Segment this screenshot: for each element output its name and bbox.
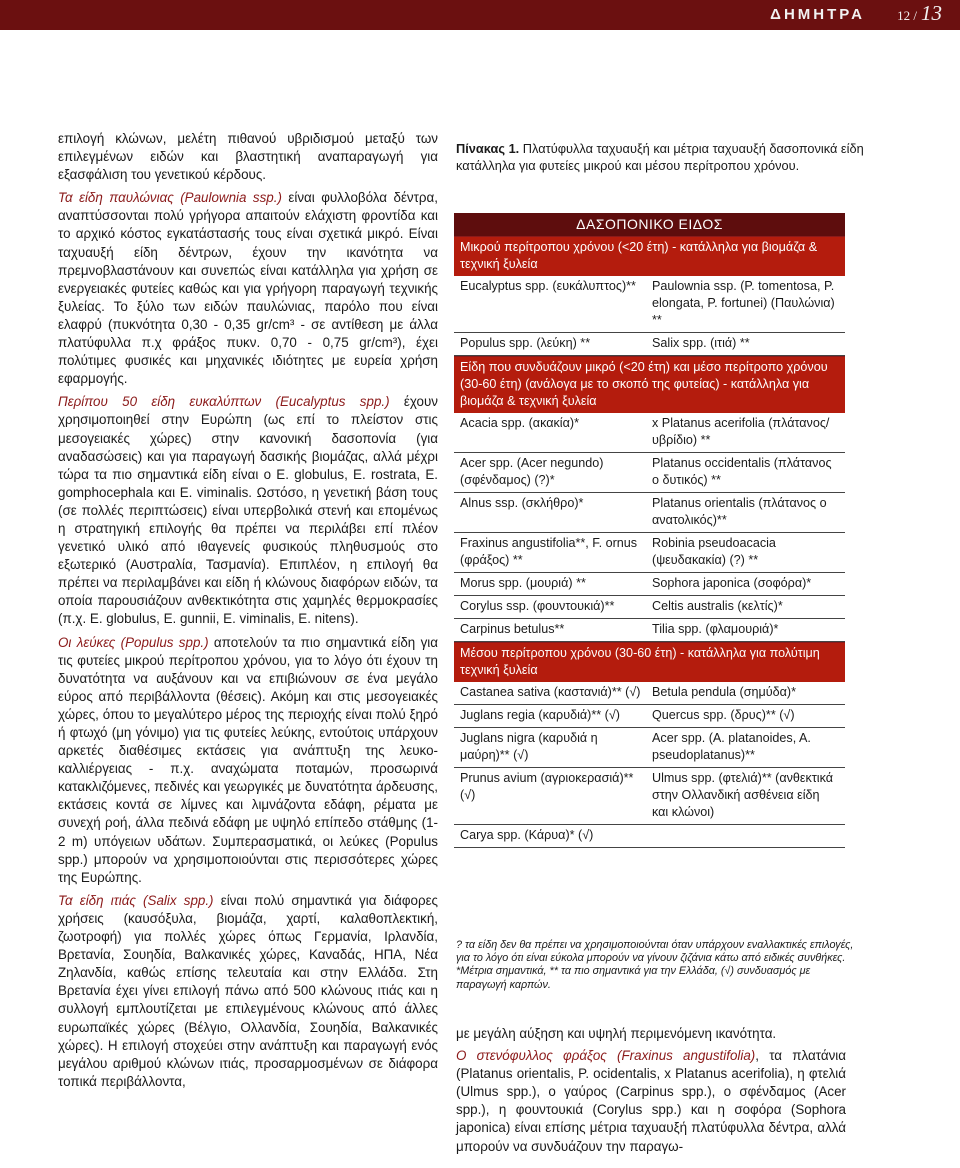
paragraph-heading: Τα είδη παυλώνιας (Paulownia ssp.) [58,190,282,206]
page-number: 12 / 13 [897,1,942,25]
table-section-heading: Μικρού περίτροπου χρόνου (<20 έτη) - κατάλληλα για βιομάζα & τεχνική ξυλεία [454,236,845,276]
table-cell: Sophora japonica (σοφόρα)* [652,576,812,590]
table-section-rows [454,682,845,848]
table-cell: Celtis australis (κελτίς)* [652,599,783,613]
table-cell: Tilia spp. (φλαμουριά)* [652,622,779,636]
table-row [454,705,845,728]
table-row [454,276,845,333]
table-cell: Platanus orientalis (πλάτανος ο ανατολικός)** [652,496,827,527]
table-row [454,728,845,768]
table-header: ΔΑΣΟΠΟΝΙΚΟ ΕΙΔΟΣ [454,213,845,236]
paragraph: Οι λεύκες (Populus spp.) αποτελούν τα πιο σημαντικά είδη για τις φυτείες μικρού περίτροπου χρόνου, για το λόγο ότι έχουν τη δυνατότητα να αυξάνουν και να επιβιώνουν σε ένα μεγάλο εύρος από περιβάλλοντα (θέσεις). Ακόμη και στις μεσογειακές χώρες, όπου το μεγαλύτερο μέρος της περιοχής είναι πολύ ξηρό ή φτωχό (μη γόνιμο) για τις φυτείες λεύκης, εντούτοις υπάρχουν αρκετές διαθέσιμες εκτάσεις για ανάπτυξη της λευκο-καλλιέργειας - π.χ. αναχώματα ποταμών, προσωρινά κατακλιζόμενες, πεδινές και γεωργικές με δυνατότητα άρδευσης, εκτάσεις κοντά σε λίμνες και λιμνάζοντα εδάφη, ρέματα με συνεχή ροή, άλλα πεδινά εδάφη με υψηλό επίπεδο στάθμης (1-2 m) υπόγειων υδάτων. Συμπερασματικά, οι λεύκες (Populus spp.) μπορούν να χρησιμοποιούνται στις περισσότερες χώρες της Ευρώπης. [58,634,438,885]
left-column [58,130,438,1096]
table-cell: Salix spp. (ιτιά) ** [652,336,750,350]
table-caption: Πίνακας 1. Πλατύφυλλα ταχυαυξή και μέτρια ταχυαυξή δασοπονικά είδη κατάλληλα για φυτείες μικρού και μέσου περίτροπου χρόνου. [456,141,864,173]
table-cell: Morus spp. (μουριά) ** [460,576,586,590]
table-row [454,453,845,493]
table-cell: Quercus spp. (δρυς)** (√) [652,708,795,722]
paragraph-heading: Περίπου 50 είδη ευκαλύπτων (Eucalyptus spp.) [58,394,390,410]
table-cell: Carpinus betulus** [460,622,565,636]
table-cell: Acacia spp. (ακακία)* [460,416,579,430]
paragraph-heading: Οι λεύκες (Populus spp.) [58,634,209,650]
table-row [454,682,845,705]
table-cell: Betula pendula (σημύδα)* [652,685,797,699]
table-cell: Juglans regia (καρυδιά)** (√) [460,708,620,722]
paragraph: με μεγάλη αύξηση και υψηλή περιμενόμενη ικανότητα. [456,1026,777,1041]
paragraph: Ο στενόφυλλος φράξος (Fraxinus angustifolia), τα πλατάνια (Platanus orientalis, P. ocidentalis, x Platanus acerifolia), η φτελιά (Ulmus spp.), ο γαύρος (Carpinus spp.), ο σφένδαμος (Acer spp.), η φουντουκιά (Corylus spp.) και η σοφόρα (Sophora japonica) είναι επίσης μέτρια ταχυαυξή πλατύφυλλα δέντρα, αλλά μπορούν να συνδυάζουν την παραγω- [456,1048,846,1154]
table-cell: Populus spp. (λεύκη) ** [460,336,591,350]
paragraph: Τα είδη παυλώνιας (Paulownia ssp.) είναι φυλλοβόλα δέντρα, αναπτύσσονται πολύ γρήγορα απαιτούν ελάχιστη φροντίδα και το αρχικό κόστος εγκατάστασής τους είναι σχετικά μικρό. Είναι ταχυαυξή είδη δέντρων, έχουν την ικανότητα να πρεμνοβλαστάνουν και συνεπώς είναι κατάλληλα για χρήση σε ενεργειακές φυτείες καθώς και για γρήγορη παραγωγή τεχνικής ξυλείας. Το ξύλο των ειδών παυλώνιας, παρόλο που είναι ελαφρύ (πυκνότητα 0,30 - 0,35 gr/cm³ - σε αντίθεση με άλλα πλατύφυλλα π.χ φράξος πυκν. 0,70 - 0,75 gr/cm³), έχει πολύτιμες φυσικές και μηχανικές ιδιότητες με ευρεία χρήση εφαρμογής. [58,190,438,387]
table-cell: Juglans nigra (καρυδιά η μαύρη)** (√) [460,731,598,762]
paragraph: Τα είδη ιτιάς (Salix spp.) είναι πολύ σημαντικά για διάφορες χρήσεις (καυσόξυλα, βιομάζα, χαρτί, καλαθοπλεκτική, ζωοτροφή) για πολλές χώρες όπως Γερμανία, Ιρλανδία, Βρετανία, Σουηδία, Βαλκανικές χώρες, Καναδάς, ΗΠΑ, Νέα Ζηλανδία, καθώς επίσης τελευταία και στην Ελλάδα. Στη Βρετανία έχει γίνει επιλογή πάνω από 500 κλώνους ιτιάς και η συλλογή εμπλουτίζεται με επιλεγμένους κλώνους από άλλες ευρωπαϊκές χώρες (Βέλγιο, Ολλανδία, Σουηδία, Βαλκανικές χώρες). Η επιλογή στοχεύει στην ανάπτυξη και παραγωγή ενός μεγάλου αριθμού κλώνων ιτιάς, προσαρμοσμένων σε διάφορα τοπικά περιβάλλοντα, [58,892,438,1089]
table-cell: Acer spp. (A. platanoides, A. pseudoplatanus)** [652,731,811,762]
table-row [454,768,845,825]
paragraph-heading: Ο στενόφυλλος φράξος (Fraxinus angustifolia) [456,1048,756,1064]
table-cell: Castanea sativa (καστανιά)** (√) [460,685,641,699]
paragraph-heading: Τα είδη ιτιάς (Salix spp.) [58,892,214,908]
table-row [454,533,845,573]
paragraph: Περίπου 50 είδη ευκαλύπτων (Eucalyptus spp.) έχουν χρησιμοποιηθεί στην Ευρώπη (ως επί το πλείστον στις μεσογειακές χώρες) στην κανονική δασοπονία (για αναδασώσεις) και για παραγωγή δασικής βιομάζας, αλλά μέχρι τώρα τα πιο σημαντικά είδη είναι ο E. globulus, E. rostrata, E. gomphocephala και E. viminalis. Ωστόσο, η γενετική βάση τους (σε πολλές περιπτώσεις) είναι υπερβολικά στενή και επομένως η στρατηγική επιλογής θα πρέπει να περιλάβει επί πλέον γενετικό υλικό από ιθαγενείς φυσικούς πληθυσμούς στο εξωτερικό (Αυστραλία, Τασμανία). Επιπλέον, η επιλογή θα πρέπει να περιλαμβάνει και είδη ή κλώνους διαφόρων ειδών, τα οποία παρουσιάζουν ανθεκτικότητα στις χαμηλές θερμοκρασίες (π.χ. E. globulus, E. gunnii, E. viminalis, E. nitens). [58,394,438,627]
table-cell [648,825,845,847]
table-cell: Platanus occidentalis (πλάτανος ο δυτικός) ** [652,456,832,487]
table-section-rows [454,413,845,642]
table-footnotes [456,939,856,992]
table-cell: Robinia pseudoacacia (ψευδακακία) (?) ** [652,536,776,567]
table-row [454,333,845,356]
footnote: *Μέτρια σημαντικά, ** τα πιο σημαντικά για την Ελλάδα, (√) συνδυασμός με παραγωγή καρπών. [456,965,811,991]
table-row [454,493,845,533]
table-row [454,619,845,642]
table-cell: Acer spp. (Acer negundo) (σφένδαμος) (?)* [460,456,604,487]
table-row [454,413,845,453]
species-table [454,213,845,848]
table-row [454,825,845,848]
paragraph: επιλογή κλώνων, μελέτη πιθανού υβριδισμού μεταξύ των επιλεγμένων ειδών και βλαστητική αναπαραγωγή για εξασφάλιση του γενετικού κέρδους. [58,131,438,183]
table-section-rows [454,276,845,356]
table-cell: Paulownia ssp. (P. tomentosa, P. elongata, P. fortunei) (Παυλώνια) ** [652,279,835,327]
right-column [456,1025,846,1160]
table-cell: x Platanus acerifolia (πλάτανος/υβρίδιο) ** [652,416,830,447]
table-section-heading: Μέσου περίτροπου χρόνου (30-60 έτη) - κατάλληλα για πολύτιμη τεχνική ξυλεία [454,642,845,682]
table-cell: Alnus ssp. (σκλήθρο)* [460,496,584,510]
table-row [454,573,845,596]
table-row [454,596,845,619]
table-cell: Eucalyptus spp. (ευκάλυπτος)** [460,279,636,293]
table-cell: Prunus avium (αγριοκερασιά)** (√) [460,771,634,802]
table-cell: Fraxinus angustifolia**, F. ornus (φράξος) ** [460,536,638,567]
page-header [0,0,960,30]
caption-label: Πίνακας 1. [456,141,520,156]
table-section-heading: Είδη που συνδυάζουν μικρό (<20 έτη) και μέσο περίτροπο χρόνου (30-60 έτη) (ανάλογα με το σκοπό της φυτείας) - κατάλληλα για βιομάζα & τεχνική ξυλεία [454,356,845,413]
table-cell: Ulmus spp. (φτελιά)** (ανθεκτικά στην Ολλανδική ασθένεια είδη και κλώνοι) [652,771,834,819]
footnote: ? τα είδη δεν θα πρέπει να χρησιμοποιούνται όταν υπάρχουν εναλλακτικές επιλογές, για το λόγο ότι είναι εύκολα μπορούν να γίνουν ζιζάνια κάτω από ειδικές συνθήκες. [456,939,854,965]
magazine-title: ΔΗΜΗΤΡΑ [770,6,865,23]
table-cell: Carya spp. (Κάρυα)* (√) [460,828,594,842]
table-cell: Corylus ssp. (φουντουκιά)** [460,599,615,613]
